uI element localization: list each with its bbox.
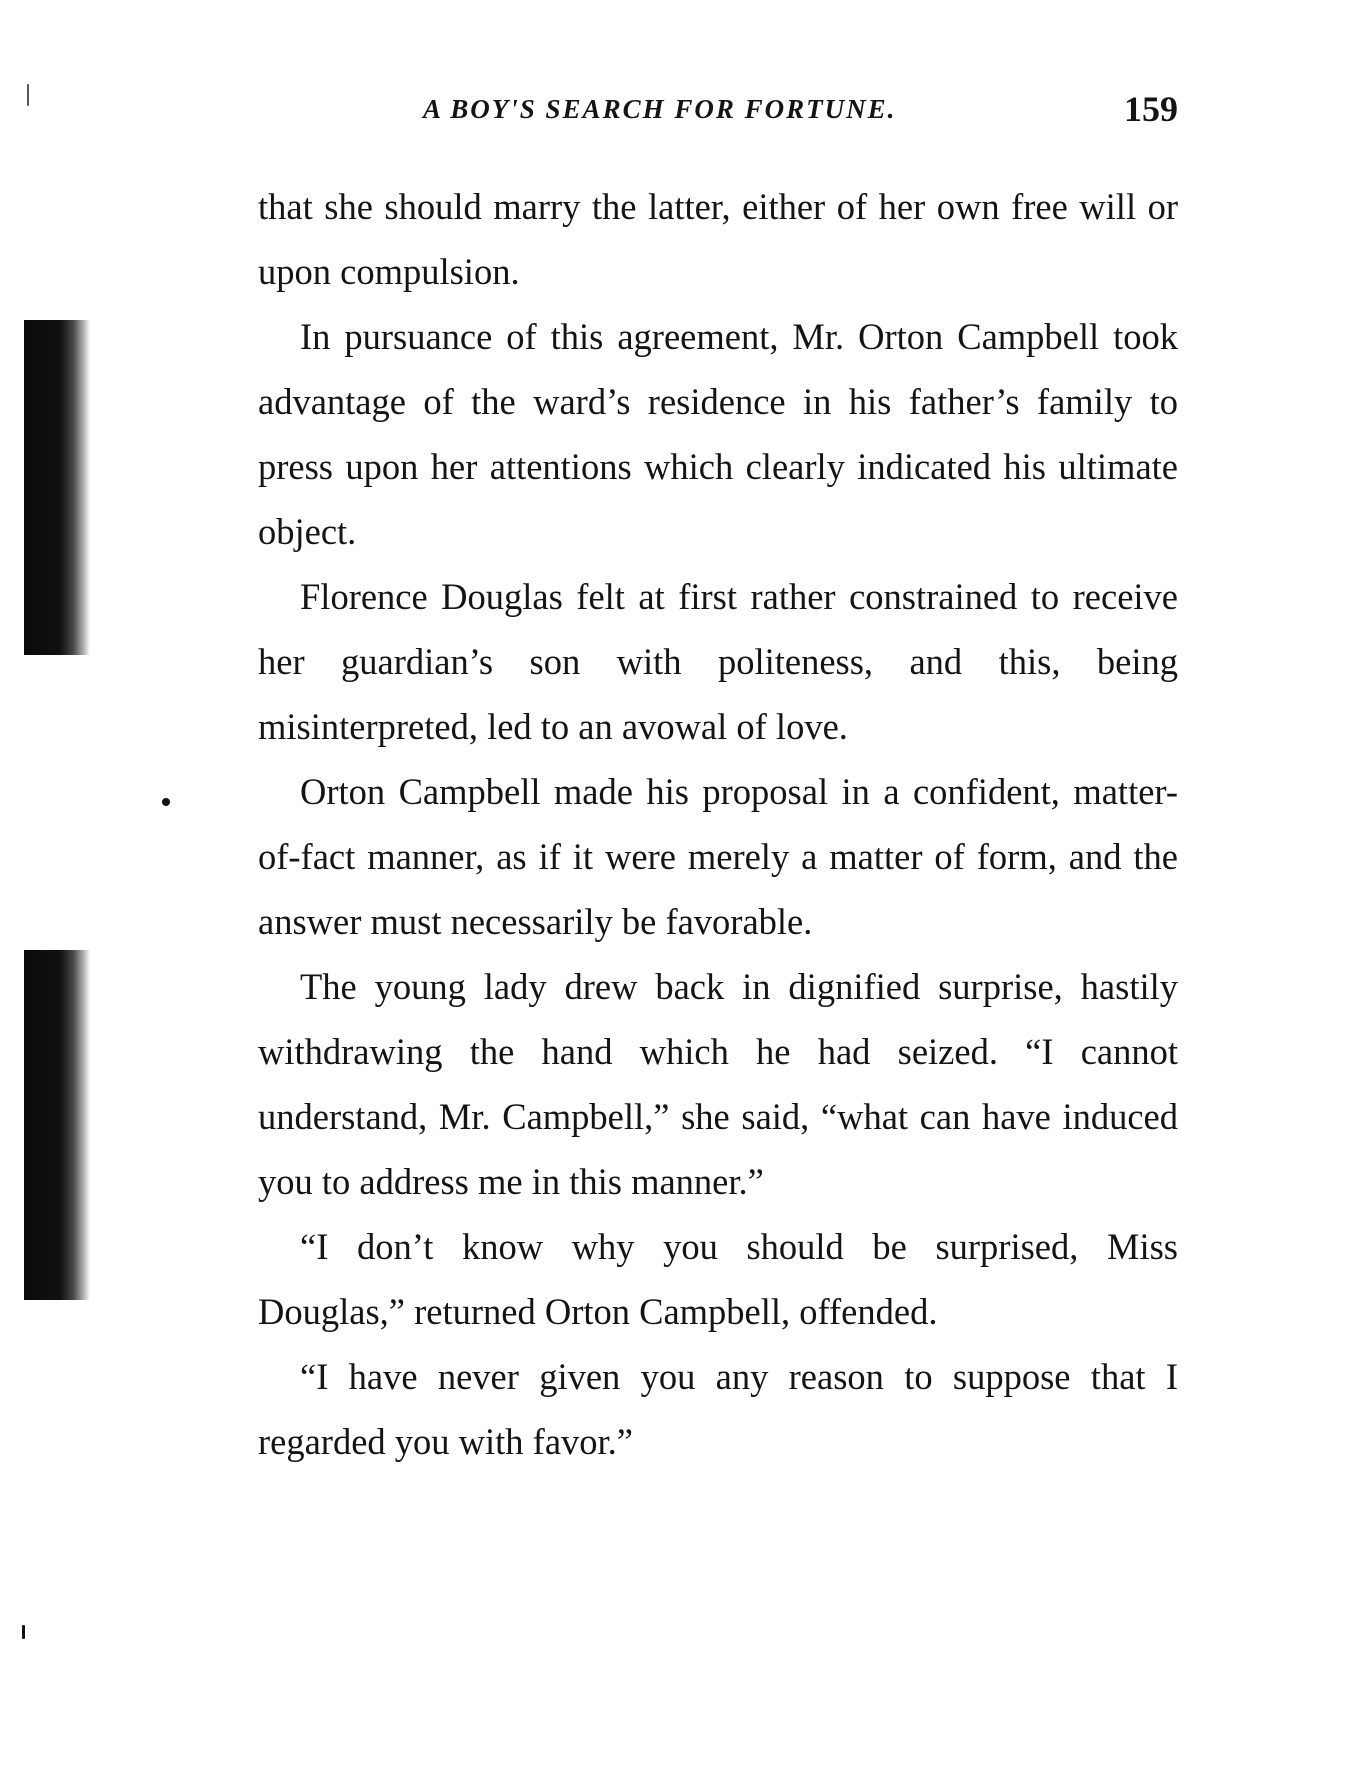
running-title: A BOY'S SEARCH FOR FORTUNE. (423, 94, 897, 124)
paragraph: “I don’t know why you should be surprised, Miss Douglas,” returned Orton Campbell, offended. (258, 1226, 1178, 1332)
paragraph: In pursuance of this agreement, Mr. Orton Campbell took advantage of the ward’s residence in his father’s family to press upon her attentions which clearly indicated his ultimate object. (258, 316, 1178, 552)
page-number: 159 (1124, 89, 1178, 129)
paragraph: The young lady drew back in dignified surprise, hastily withdrawing the hand which he had seized. “I cannot understand, Mr. Campbell,” she said, “what can have induced you to address me in this manner.” (258, 966, 1178, 1202)
paragraph: “I have never given you any reason to suppose that I regarded you with favor.” (258, 1356, 1178, 1462)
ink-speck (162, 798, 170, 806)
paragraph: Florence Douglas felt at first rather constrained to receive her guardian’s son with politeness, and this, being misinterpreted, led to an avowal of love. (258, 576, 1178, 747)
ink-speck (27, 84, 29, 106)
paragraph: Orton Campbell made his proposal in a confident, matter-of-fact manner, as if it were merely a matter of form, and the answer must necessarily be favorable. (258, 771, 1178, 942)
page-header (258, 88, 1178, 134)
binding-shadow-top (24, 320, 90, 655)
ink-speck (22, 1625, 25, 1639)
paragraph: that she should marry the latter, either of her own free will or upon compulsion. (258, 186, 1178, 292)
body-text (258, 174, 1178, 1474)
binding-shadow-bottom (24, 950, 90, 1300)
